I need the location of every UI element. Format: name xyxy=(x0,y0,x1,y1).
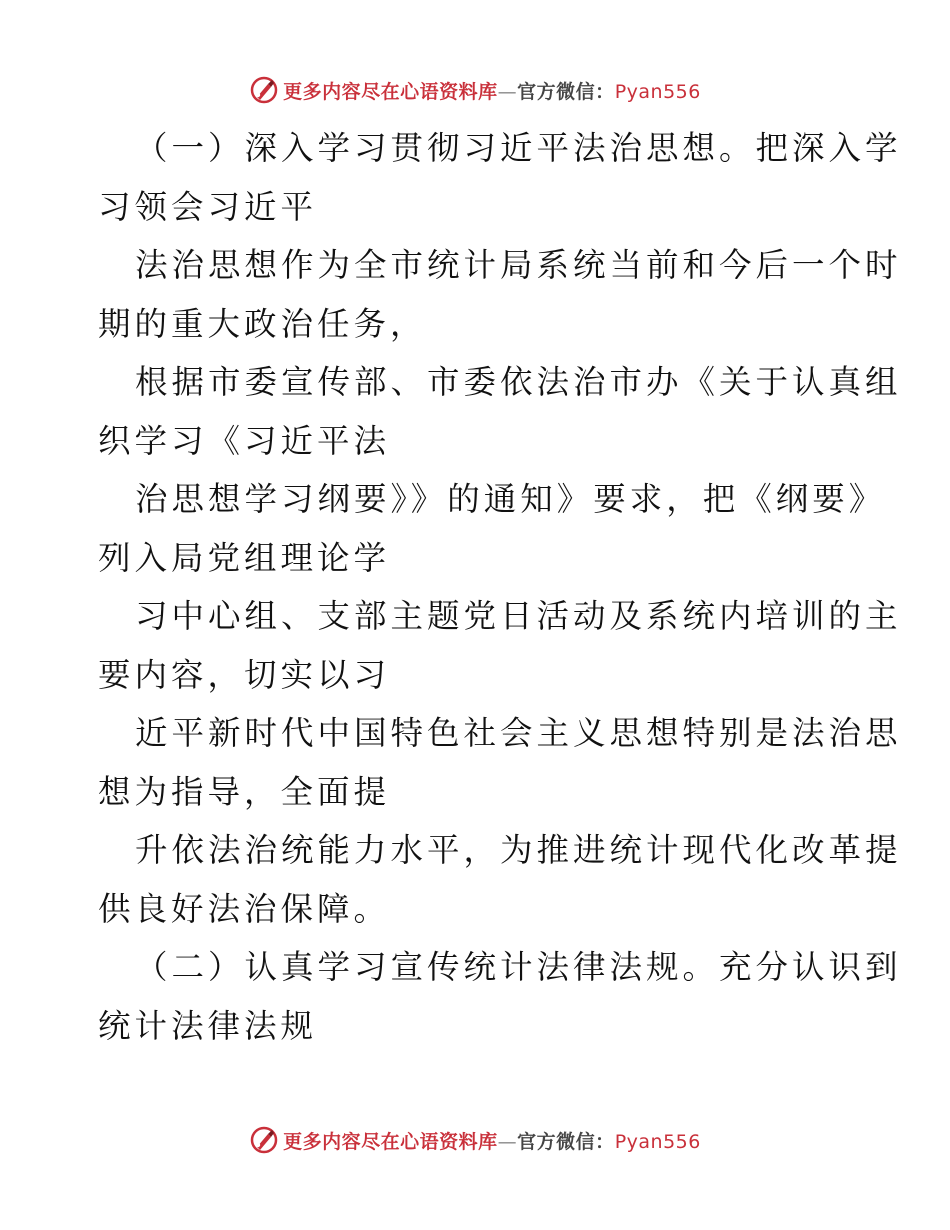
body-line: （一）深入学习贯彻习近平法治思想。把深入学 xyxy=(135,129,902,167)
separator: — xyxy=(497,1130,518,1153)
library-text: 更多内容尽在心语资料库 xyxy=(283,1130,498,1153)
library-text: 更多内容尽在心语资料库 xyxy=(283,80,498,103)
body-line: 近平新时代中国特色社会主义思想特别是法治思 xyxy=(135,714,902,752)
wechat-id: Pyan556 xyxy=(614,80,701,103)
body-line: 织学习《习近平法 xyxy=(98,421,391,460)
body-line: 根据市委宣传部、市委依法治市办《关于认真组 xyxy=(135,363,902,401)
footer-watermark-banner xyxy=(0,1120,950,1160)
banner-text xyxy=(283,1127,701,1154)
pen-logo-icon xyxy=(249,75,279,105)
body-line: 供良好法治保障。 xyxy=(98,889,391,928)
separator: — xyxy=(497,80,518,103)
body-line: 统计法律法规 xyxy=(98,1006,318,1045)
body-line: 习中心组、支部主题党日活动及系统内培训的主 xyxy=(135,597,902,635)
banner-text xyxy=(283,77,701,104)
body-line: 习领会习近平 xyxy=(98,187,318,226)
body-line: 升依法治统能力水平，为推进统计现代化改革提 xyxy=(135,831,902,869)
body-line: 要内容，切实以习 xyxy=(98,655,391,694)
document-body xyxy=(98,119,902,1055)
body-line: 期的重大政治任务， xyxy=(98,304,427,343)
body-line: 列入局党组理论学 xyxy=(98,538,391,577)
body-line: 法治思想作为全市统计局系统当前和今后一个时 xyxy=(135,246,902,284)
wechat-label: 官方微信： xyxy=(517,1130,615,1153)
body-line: （二）认真学习宣传统计法律法规。充分认识到 xyxy=(135,948,902,986)
wechat-id: Pyan556 xyxy=(614,1130,701,1153)
pen-logo-icon xyxy=(249,1125,279,1155)
body-line: 治思想学习纲要》》的通知》要求，把《纲要》 xyxy=(135,480,886,518)
wechat-label: 官方微信： xyxy=(517,80,615,103)
body-line: 想为指导，全面提 xyxy=(98,772,391,811)
header-watermark-banner xyxy=(0,70,950,110)
